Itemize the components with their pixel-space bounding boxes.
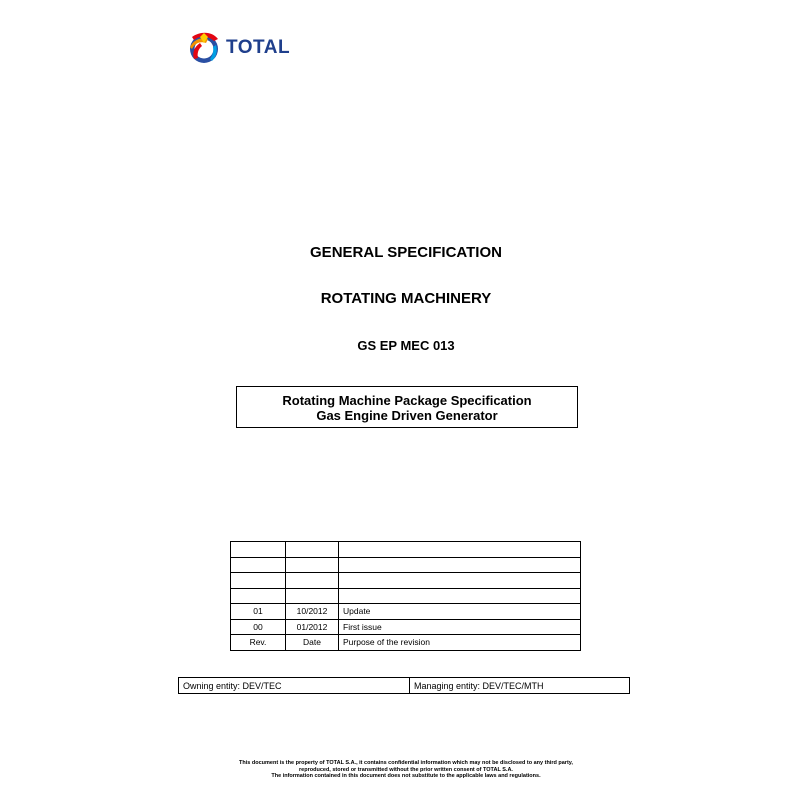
revision-table	[230, 541, 581, 651]
purpose-cell	[339, 542, 581, 558]
table-row	[231, 542, 581, 558]
purpose-cell: Update	[339, 604, 581, 620]
date-cell	[286, 542, 339, 558]
date-cell	[286, 588, 339, 604]
category-heading: ROTATING MACHINERY	[320, 290, 492, 307]
footer-line-1: This document is the property of TOTAL S.A., it contains confidential information which may not be disclosed to any third party,	[239, 760, 573, 766]
purpose-cell	[339, 573, 581, 589]
rev-header: Rev.	[231, 635, 286, 651]
document-title-box	[236, 386, 578, 428]
document-title-line-1: Rotating Machine Package Specification	[282, 393, 532, 408]
rev-cell	[231, 557, 286, 573]
date-cell	[286, 573, 339, 589]
date-cell: 10/2012	[286, 604, 339, 620]
table-row	[231, 557, 581, 573]
rev-cell	[231, 588, 286, 604]
table-row	[231, 573, 581, 589]
table-row	[179, 678, 630, 694]
date-cell	[286, 557, 339, 573]
purpose-cell	[339, 557, 581, 573]
rev-cell: 00	[231, 619, 286, 635]
purpose-cell	[339, 588, 581, 604]
rev-cell	[231, 573, 286, 589]
date-cell: 01/2012	[286, 619, 339, 635]
document-title-line-2: Gas Engine Driven Generator	[316, 408, 498, 423]
confidentiality-footer	[0, 760, 800, 780]
logo-text: TOTAL	[226, 37, 291, 58]
footer-line-2: reproduced, stored or transmitted without the prior written consent of TOTAL S.A.	[299, 766, 513, 773]
date-header: Date	[286, 635, 339, 651]
table-header-row	[231, 635, 581, 651]
document-type-heading: GENERAL SPECIFICATION	[310, 244, 502, 261]
rev-cell: 01	[231, 604, 286, 620]
table-row	[231, 604, 581, 620]
table-row	[231, 588, 581, 604]
company-logo	[186, 28, 290, 68]
managing-entity: Managing entity: DEV/TEC/MTH	[410, 678, 630, 694]
owning-entity: Owning entity: DEV/TEC	[179, 678, 410, 694]
entity-table	[178, 677, 630, 694]
total-logo-icon	[186, 29, 222, 67]
table-row	[231, 619, 581, 635]
document-code: GS EP MEC 013	[357, 338, 455, 353]
purpose-header: Purpose of the revision	[339, 635, 581, 651]
purpose-cell: First issue	[339, 619, 581, 635]
rev-cell	[231, 542, 286, 558]
footer-line-3: The information contained in this document does not substitute to the applicable laws and regulations.	[271, 773, 541, 779]
